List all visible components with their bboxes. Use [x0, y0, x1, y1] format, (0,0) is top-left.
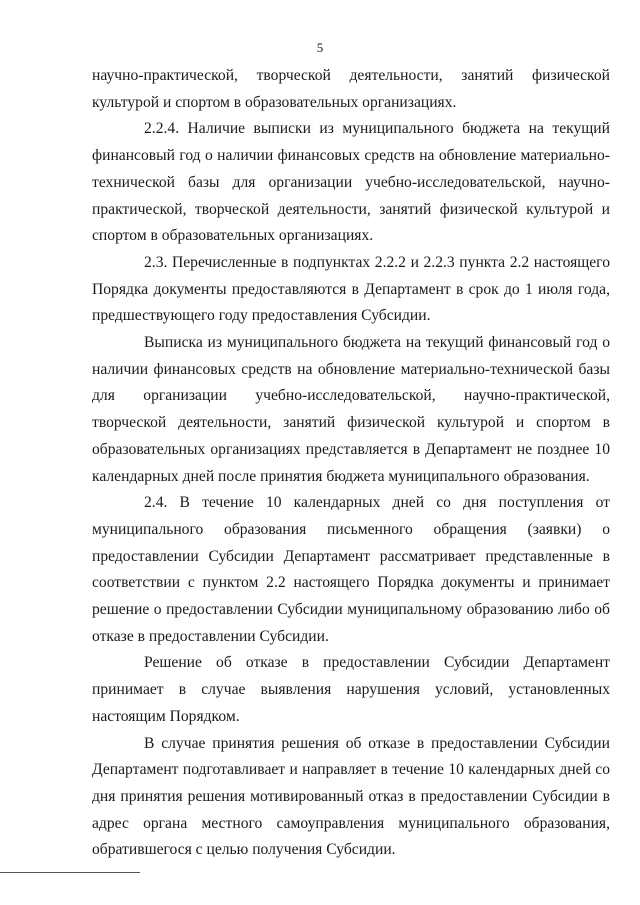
paragraph: 2.4. В течение 10 календарных дней со дня поступления от муниципального образования письменного обращения (заявки) о предоставлении Субсидии Департамент рассматривает представленные в соответствии с пунктом 2.2 настоящего Порядка документы и принимает решение о предоставлении Субсидии муниципальному образованию либо об отказе в предоставлении Субсидии. [92, 494, 610, 645]
document-body [92, 63, 610, 864]
paragraph: научно-практической, творческой деятельности, занятий физической культурой и спортом в образовательных организациях. [92, 67, 610, 111]
paragraph: 2.2.4. Наличие выписки из муниципального бюджета на текущий финансовый год о наличии финансовых средств на обновление материально-технической базы для организации учебно-исследовательской, научно-практической, творческой деятельности, занятий физической культурой и спортом в образовательных организациях. [92, 120, 610, 245]
paragraph: 2.3. Перечисленные в подпунктах 2.2.2 и 2.2.3 пункта 2.2 настоящего Порядка документы предоставляются в Департамент в срок до 1 июля года, предшествующего году предоставления Субсидии. [92, 253, 610, 325]
footer-divider [0, 872, 140, 873]
paragraph: В случае принятия решения об отказе в предоставлении Субсидии Департамент подготавливает и направляет в течение 10 календарных дней со дня принятия решения мотивированный отказ в предоставлении Субсидии в адрес органа местного самоуправления муниципального образования, обратившегося с целью получения Субсидии. [92, 734, 610, 859]
paragraph: Выписка из муниципального бюджета на текущий финансовый год о наличии финансовых средств на обновление материально-технической базы для организации учебно-исследовательской, научно-практической, творческой деятельности, занятий физической культурой и спортом в образовательных организациях представляется в Департамент не позднее 10 календарных дней после принятия бюджета муниципального образования. [92, 334, 610, 485]
page-number: 5 [316, 40, 324, 55]
paragraph: Решение об отказе в предоставлении Субсидии Департамент принимает в случае выявления нарушения условий, установленных настоящим Порядком. [92, 654, 610, 725]
